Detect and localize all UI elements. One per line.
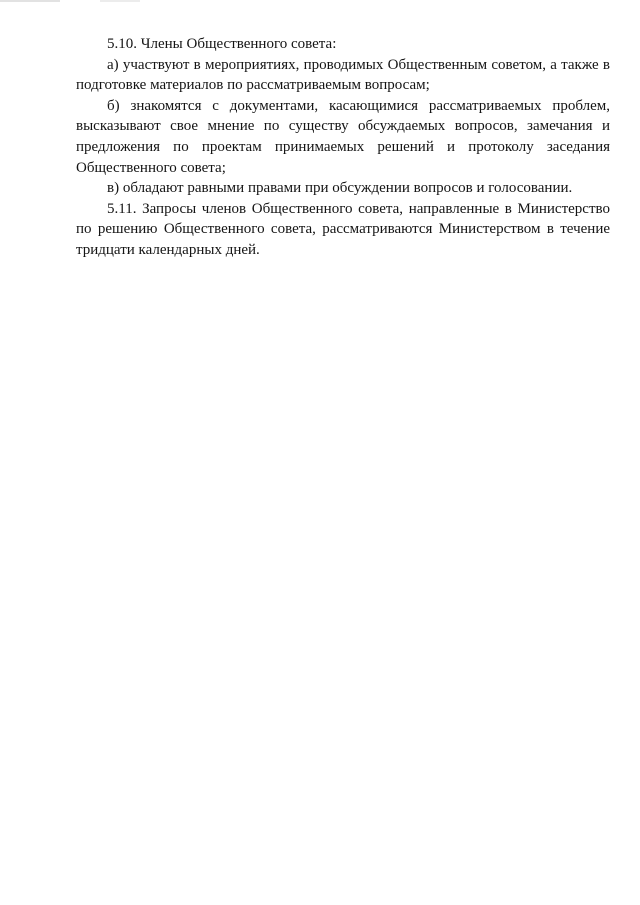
paragraph-item-a: а) участвуют в мероприятиях, проводимых Общественным советом, а также в подготовке материалов по рассматриваемым вопросам; xyxy=(76,56,610,94)
paragraph-item-b: б) знакомятся с документами, касающимися рассматриваемых проблем, высказывают свое мнение по существу обсуждаемых вопросов, замечания и предложения по проектам принимаемых решений и протоколу заседания Общественного совета; xyxy=(76,97,610,176)
paragraph-5-11: 5.11. Запросы членов Общественного совета, направленные в Министерство по решению Общественного совета, рассматриваются Министерством в течение тридцати календарных дней. xyxy=(76,200,610,258)
scan-edge-artifact xyxy=(0,0,640,2)
paragraph-5-10: 5.10. Члены Общественного совета: xyxy=(107,36,337,52)
paragraph-item-v: в) обладают равными правами при обсуждении вопросов и голосовании. xyxy=(107,180,573,197)
document-body xyxy=(76,34,610,261)
